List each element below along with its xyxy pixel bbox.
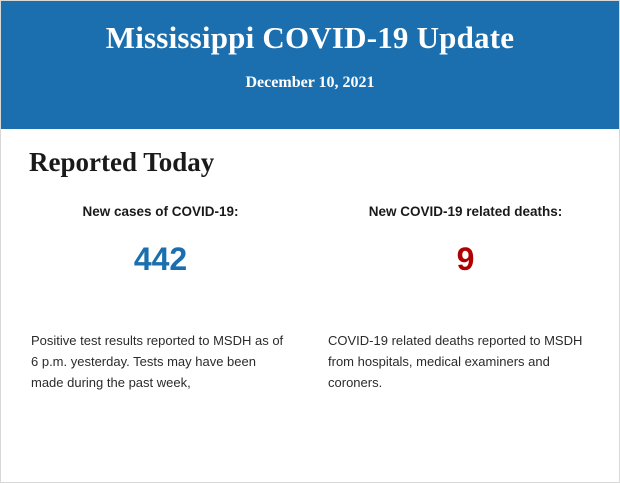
stat-new-deaths [310, 204, 619, 393]
stat-new-cases-value: 442 [133, 241, 188, 277]
section-title: Reported Today [29, 147, 215, 177]
stat-new-deaths-label: New COVID-19 related deaths: [368, 204, 563, 219]
stats-row [1, 204, 619, 393]
stat-new-cases-label: New cases of COVID-19: [82, 204, 239, 219]
header-banner [1, 1, 619, 129]
stat-new-cases-description: Positive test results reported to MSDH as of 6 p.m. yesterday. Tests may have been made during the past week, [31, 333, 284, 391]
stat-new-deaths-value: 9 [456, 241, 475, 277]
page-title: Mississippi COVID-19 Update [105, 20, 515, 55]
stat-new-deaths-description: COVID-19 related deaths reported to MSDH from hospitals, medical examiners and coroners. [328, 333, 583, 391]
report-body [1, 147, 619, 393]
report-date: December 10, 2021 [245, 74, 375, 92]
stat-new-cases [1, 204, 310, 393]
